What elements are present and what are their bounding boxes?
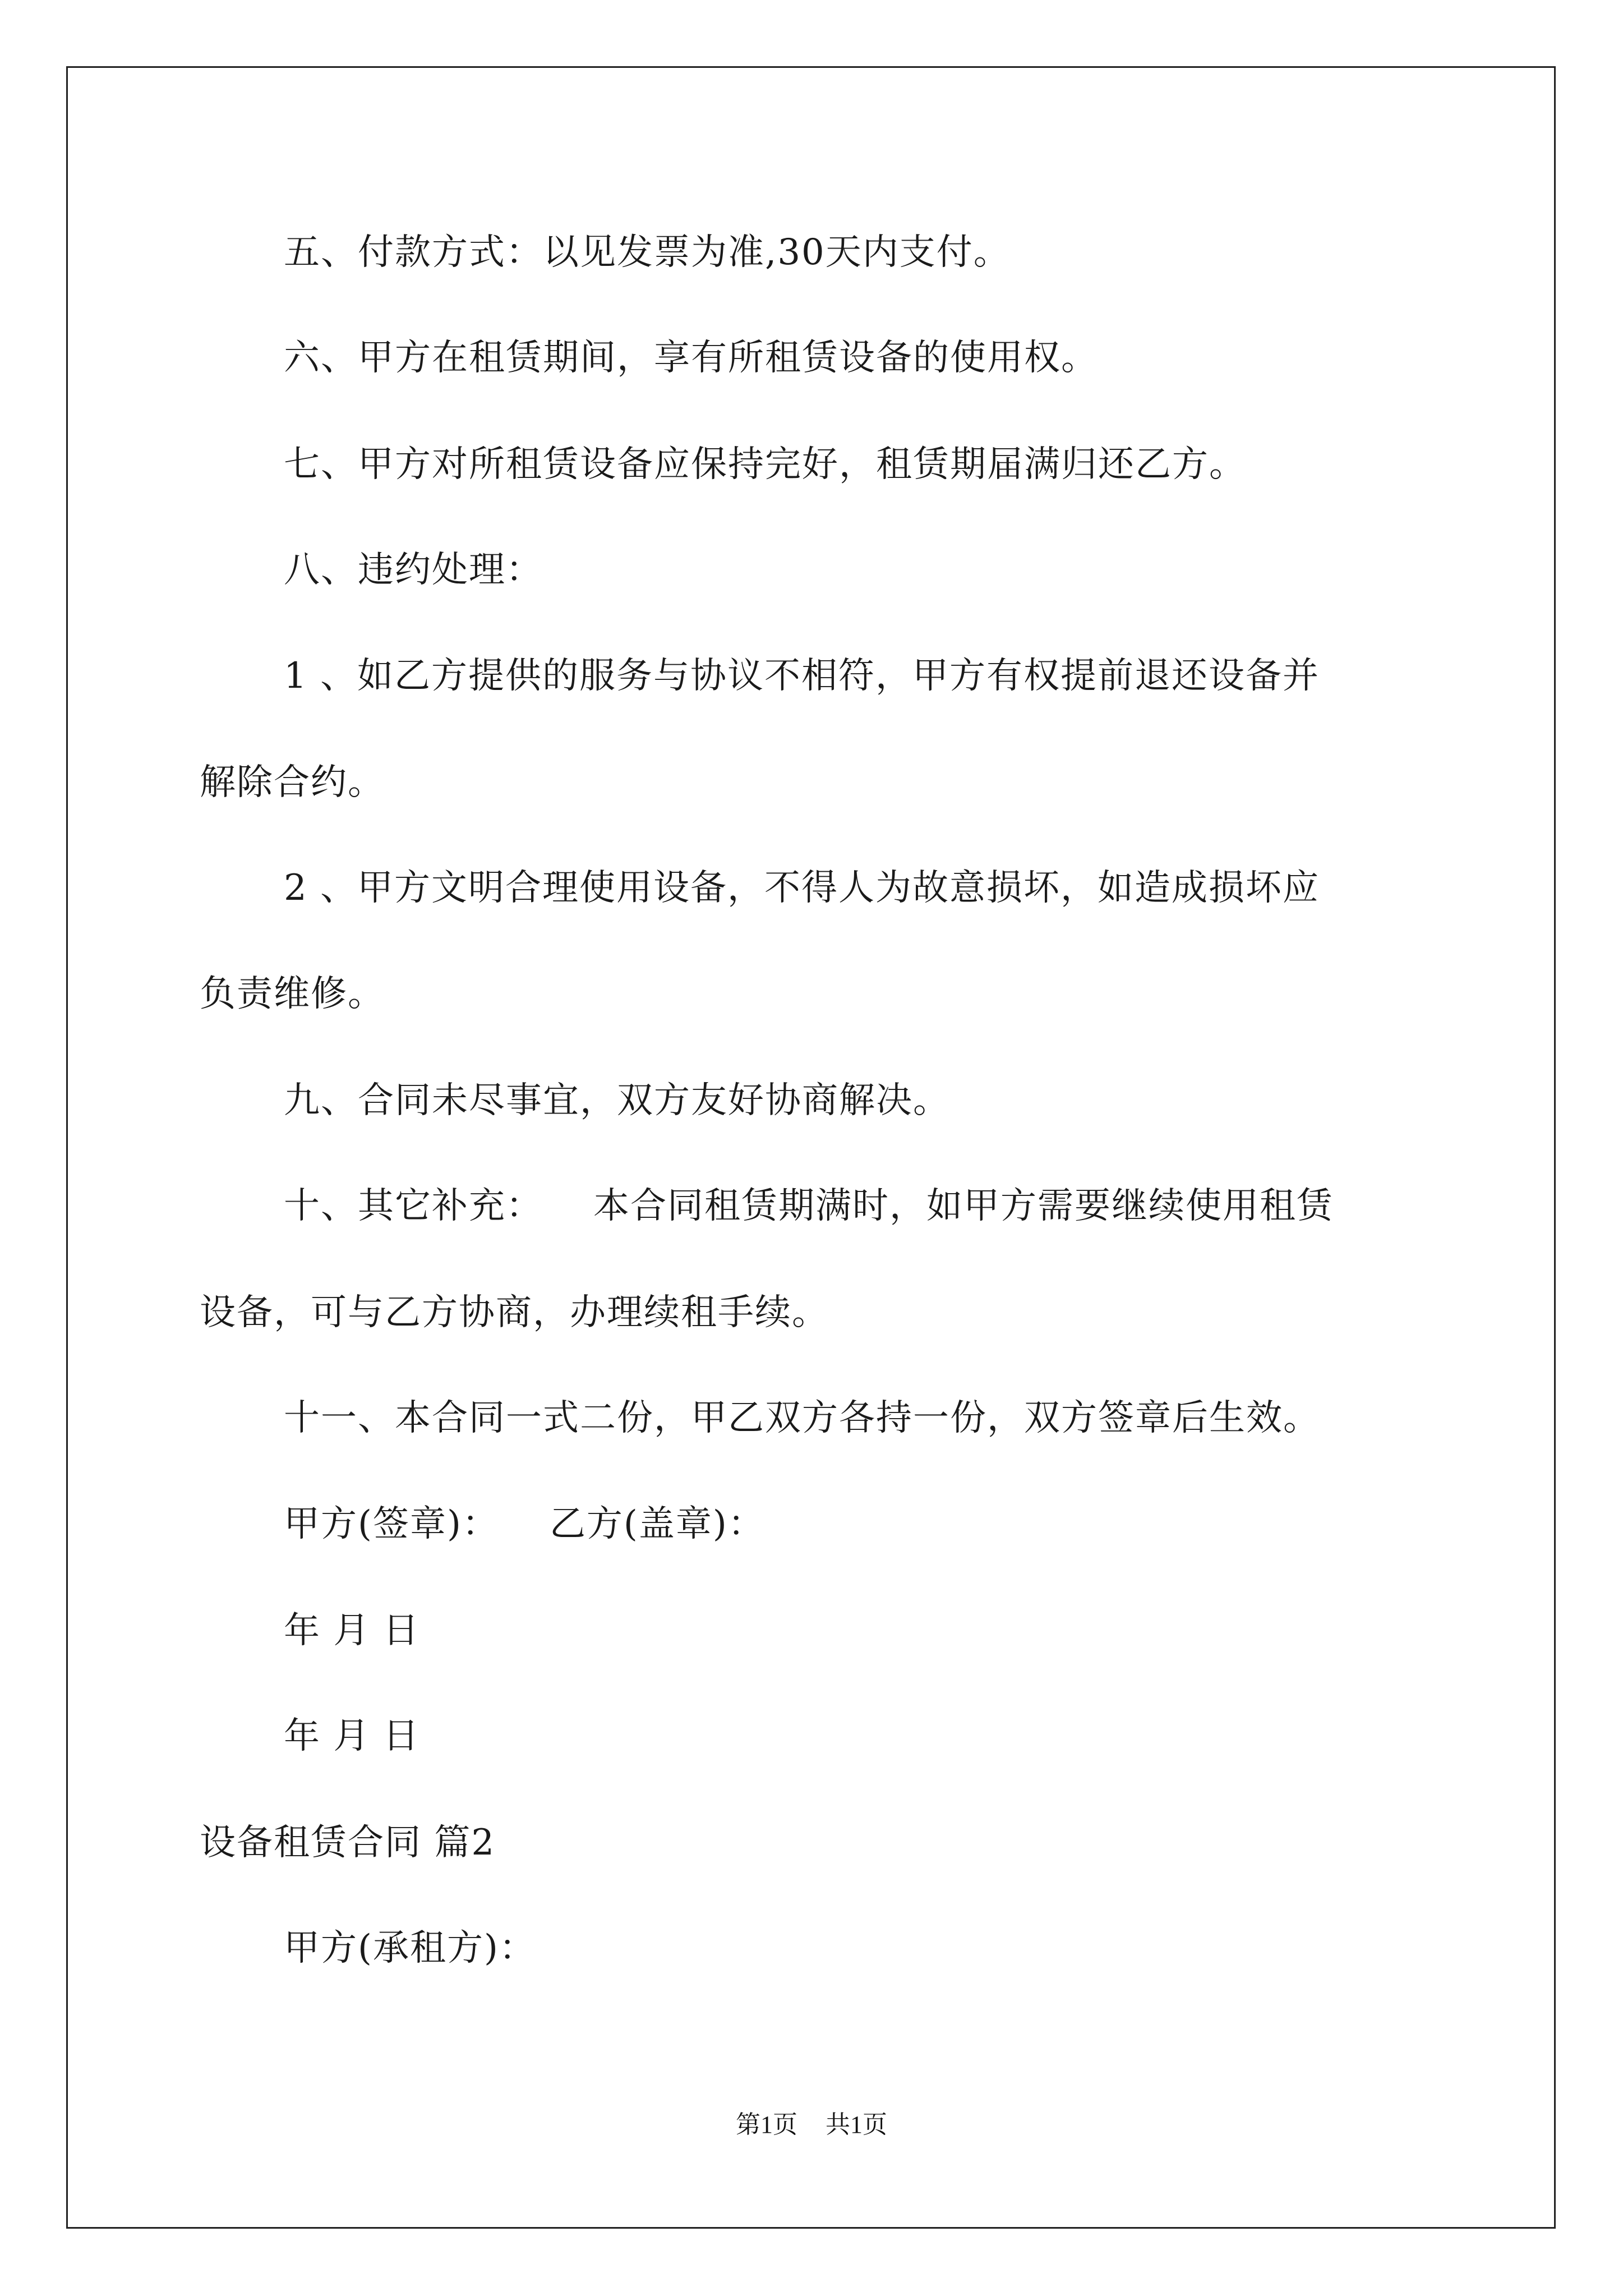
party-b-signature: 乙方(盖章)： — [549, 1503, 765, 1545]
clause-eight-item-2-line-1: 2 、甲方文明合理使用设备，不得人为故意损坏，如造成损坏应 — [284, 867, 1320, 909]
signature-line — [284, 1502, 765, 1547]
section-heading: 设备租赁合同 篇2 — [200, 1822, 496, 1864]
page-border — [66, 66, 1556, 2229]
date-line-2: 年 月 日 — [284, 1715, 420, 1757]
clause-five: 五、付款方式：以见发票为准,30天内支付。 — [284, 232, 1011, 273]
total-pages: 共1页 — [826, 2111, 887, 2138]
clause-eight-item-1-line-2: 解除合约。 — [200, 762, 385, 803]
clause-seven: 七、甲方对所租赁设备应保持完好，租赁期届满归还乙方。 — [284, 444, 1246, 485]
clause-ten-line-2: 设备，可与乙方协商，办理续租手续。 — [200, 1292, 829, 1333]
page-number: 第1页 — [736, 2111, 797, 2138]
clause-nine: 九、合同未尽事宜，双方友好协商解决。 — [284, 1080, 950, 1121]
clause-six: 六、甲方在租赁期间，享有所租赁设备的使用权。 — [284, 337, 1098, 379]
clause-eight-item-1-line-1: 1 、如乙方提供的服务与协议不相符，甲方有权提前退还设备并 — [284, 655, 1320, 697]
clause-ten-text: 本合同租赁期满时，如甲方需要继续使用租赁 — [593, 1185, 1334, 1227]
clause-eight-item-2-line-2: 负责维修。 — [200, 973, 385, 1015]
clause-ten-line-1 — [284, 1184, 1334, 1228]
clause-ten-label: 十、其它补充： — [284, 1185, 543, 1227]
clause-eight: 八、违约处理： — [284, 549, 543, 591]
page-footer — [0, 2109, 1623, 2141]
clause-eleven: 十一、本合同一式二份，甲乙双方各持一份，双方签章后生效。 — [284, 1397, 1320, 1439]
party-a-signature: 甲方(签章)： — [284, 1503, 499, 1545]
date-line-1: 年 月 日 — [284, 1610, 420, 1651]
party-a-lessee: 甲方(承租方)： — [284, 1927, 536, 1969]
